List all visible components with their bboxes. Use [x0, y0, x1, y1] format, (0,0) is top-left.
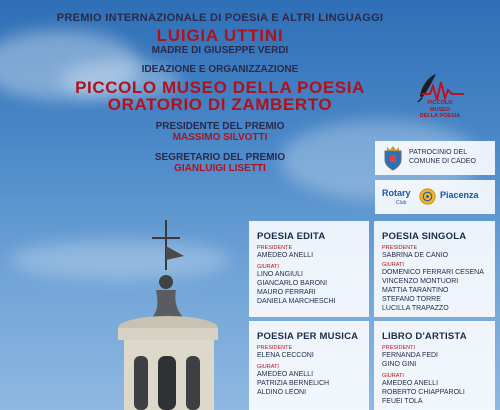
organizer-line-1: PICCOLO MUSEO DELLA POESIA	[75, 78, 365, 97]
secretary-label: SEGRETARIO DEL PREMIO	[154, 152, 286, 163]
patrocinio-panel	[375, 141, 495, 175]
category-card-poesia-edita	[249, 221, 369, 317]
jury-member: GIANCARLO BARONI	[257, 280, 328, 287]
jury-member: LINO ANGIULI	[257, 271, 303, 278]
rotary-wheel-icon	[419, 188, 436, 205]
jury-label: GIURATI	[257, 264, 279, 270]
category-card-poesia-singola	[374, 221, 495, 317]
logo-line: MUSEO	[429, 106, 451, 113]
rotary-club-label: Club	[396, 200, 407, 206]
organization-label: IDEAZIONE E ORGANIZZAZIONE	[141, 64, 299, 75]
jury-list	[382, 379, 465, 406]
jury-member: STEFANO TORRE	[382, 296, 441, 303]
jury-label: GIURATI	[382, 262, 404, 268]
president-name: SABRINA DE CANIO	[382, 252, 449, 259]
honoree-name: LUIGIA UTTINI	[156, 26, 284, 45]
logo-line: PICCOLO	[427, 100, 453, 106]
secretary-name: GIANLUIGI LISETTI	[174, 163, 266, 174]
jury-member: DANIELA MARCHESCHI	[257, 298, 336, 305]
jury-label: GIURATI	[382, 373, 404, 379]
organizer-line-2: ORATORIO DI ZAMBERTO	[107, 95, 333, 114]
rotary-panel	[375, 180, 495, 214]
patrocinio-line: COMUNE DI CADEO	[409, 158, 476, 165]
president-name: MASSIMO SILVOTTI	[172, 132, 268, 143]
jury-list	[257, 370, 329, 397]
category-title: POESIA PER MUSICA	[257, 331, 359, 342]
president-name: AMEDEO ANELLI	[257, 252, 314, 259]
museum-logo-text	[408, 100, 472, 120]
president-label: PRESIDENTE DEL PREMIO	[155, 121, 285, 132]
jury-member: MATTIA TARANTINO	[382, 287, 449, 294]
category-title: POESIA EDITA	[257, 231, 326, 242]
president-label: PRESIDENTE	[382, 245, 418, 251]
president-label: PRESIDENTE	[257, 345, 293, 351]
honoree-subtitle: MADRE DI GIUSEPPE VERDI	[151, 45, 289, 56]
jury-member: ALDINO LEONI	[257, 389, 307, 396]
patrocinio-text	[409, 148, 493, 166]
category-title: LIBRO D'ARTISTA	[382, 331, 467, 342]
jury-label: GIURATI	[257, 364, 279, 370]
bell-tower-image	[110, 220, 230, 410]
patrocinio-line: PATROCINIO DEL	[409, 149, 468, 156]
jury-member: VINCENZO MONTUORI	[382, 278, 459, 285]
jury-member: MAURO FERRARI	[257, 289, 316, 296]
president-label: PRESIDENTI	[382, 345, 416, 351]
award-title: PREMIO INTERNAZIONALE DI POESIA E ALTRI LINGUAGGI	[56, 12, 384, 24]
jury-list	[257, 270, 336, 306]
jury-member: AMEDEO ANELLI	[382, 380, 439, 387]
category-card-libro-d-artista	[374, 321, 495, 410]
jury-member: AMEDEO ANELLI	[257, 371, 314, 378]
president-list	[382, 351, 438, 369]
jury-member: ROBERTO CHIAPPAROLI	[382, 389, 465, 396]
jury-list	[382, 268, 484, 313]
president-label: PRESIDENTE	[257, 245, 293, 251]
jury-member: FEUEI TOLA	[382, 398, 423, 405]
category-title: POESIA SINGOLA	[382, 231, 467, 242]
logo-line: DELLA POESIA	[419, 113, 461, 119]
jury-member: PATRIZIA BERNELICH	[257, 380, 330, 387]
category-card-poesia-per-musica	[249, 321, 369, 410]
jury-member: DOMENICO FERRARI CESENA	[382, 269, 484, 276]
jury-member: LUCILLA TRAPAZZO	[382, 305, 449, 312]
rotary-word: Rotary	[382, 188, 411, 198]
president-name: GINO GINI	[382, 361, 417, 368]
president-name: ELENA CECCONI	[257, 352, 314, 359]
comune-crest-icon	[382, 145, 404, 171]
rotary-city: Piacenza	[440, 190, 479, 200]
president-name: FERNANDA FEDI	[382, 352, 439, 359]
